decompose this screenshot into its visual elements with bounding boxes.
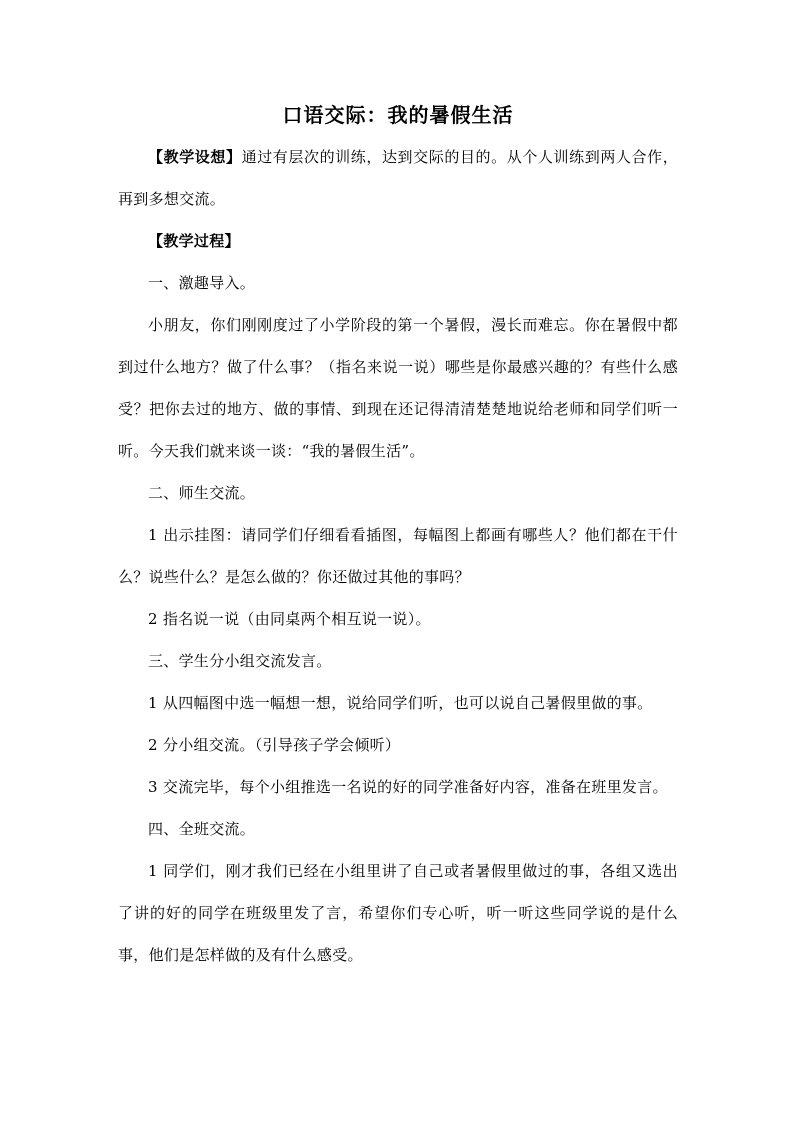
intro-paragraph: 小朋友，你们刚刚度过了小学阶段的第一个暑假，漫长而难忘。你在暑假中都到过什么地方？做了什么事？（指名来说一说）哪些是你最感兴趣的？有些什么感受？把你去过的地方、做的事情、到现在还记得清清楚楚地说给老师和同学们听一听。今天我们就来谈一谈：“我的暑假生活”。	[118, 316, 678, 460]
teaching-design-text: 通过有层次的训练，达到交际的目的。从个人训练到两人合作，再到多想交流。	[118, 148, 678, 208]
step-select-speaker: 3 交流完毕，每个小组推选一名说的好的同学准备好内容，准备在班里发言。	[148, 778, 668, 796]
step-show-chart: 1 出示挂图：请同学们仔细看看插图，每幅图上都画有哪些人？他们都在干什么？说些什么？是怎么做的？你还做过其他的事吗？	[118, 526, 678, 586]
section-heading-class: 四、全班交流。	[148, 820, 256, 838]
step-class-exchange: 1 同学们，刚才我们已经在小组里讲了自己或者暑假里做过的事，各组又选出了讲的好的同学在班级里发了言，希望你们专心听，听一听这些同学说的是什么事，他们是怎样做的及有什么感受。	[118, 862, 678, 964]
teaching-design-label: 【教学设想】	[148, 148, 242, 166]
section-heading-intro: 一、激趣导入。	[148, 274, 256, 292]
document-page	[118, 100, 678, 976]
teaching-design-paragraph	[118, 136, 678, 220]
document-title: 口语交际：我的暑假生活	[282, 103, 514, 127]
step-choose-picture: 1 从四幅图中选一幅想一想，说给同学们听，也可以说自己暑假里做的事。	[148, 694, 653, 712]
step-name-speak: 2 指名说一说（由同桌两个相互说一说）。	[148, 610, 431, 628]
teaching-process-heading: 【教学过程】	[148, 232, 240, 250]
section-heading-group: 三、学生分小组交流发言。	[148, 652, 332, 670]
section-heading-teacher-student: 二、师生交流。	[148, 484, 256, 502]
step-group-exchange: 2 分小组交流。（引导孩子学会倾听）	[148, 736, 401, 754]
